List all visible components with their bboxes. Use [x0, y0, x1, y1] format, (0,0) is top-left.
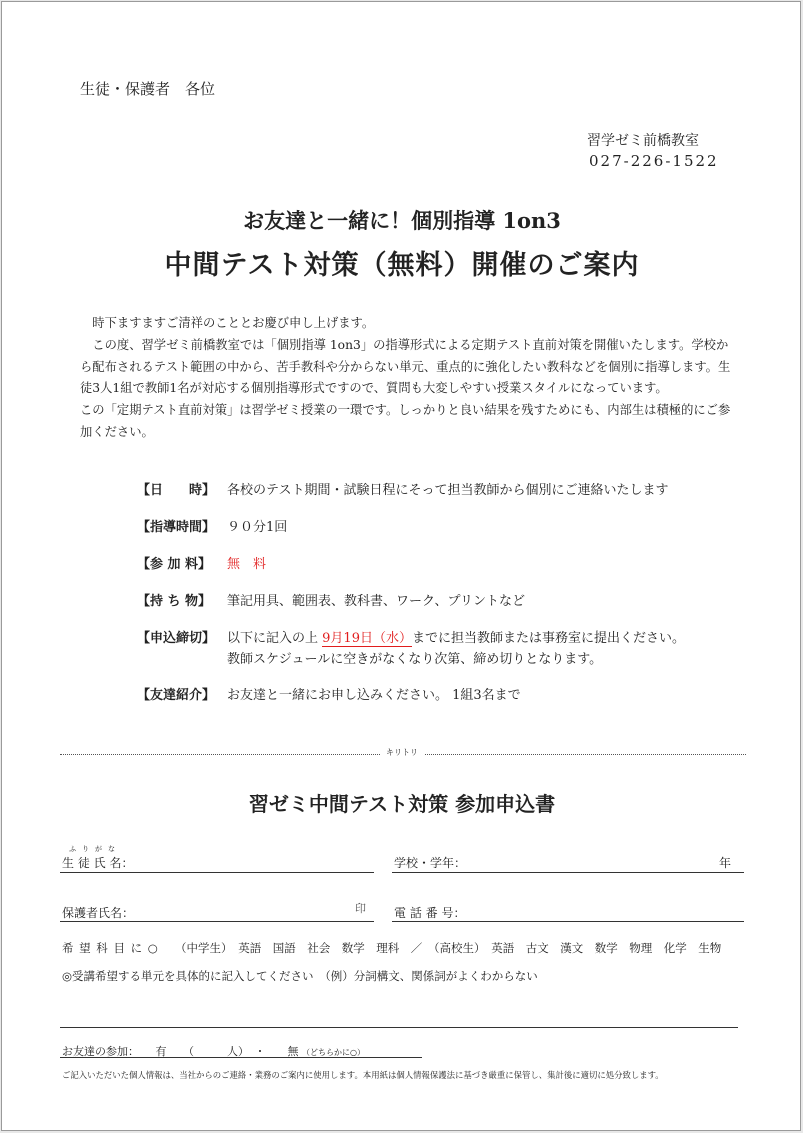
guardian-name-label: 保護者氏名：	[62, 906, 135, 920]
grade-suffix: 年	[719, 856, 732, 870]
title-line-2: 中間テスト対策（無料）開催のご案内	[164, 250, 640, 281]
document-page	[1, 1, 801, 1131]
title-line-1: お友達と一緒に！個別指導 1on3	[243, 208, 561, 233]
date-value: 各校のテスト期間・試験日程にそって担当教師から個別にご連絡いたします	[227, 483, 669, 498]
friend-value: お友達と一緒にお申し込みください。 1組3名まで	[227, 688, 521, 703]
duration-value: ９０分1回	[227, 520, 288, 535]
deadline-pre: 以下に記入の上	[227, 631, 319, 646]
deadline-label: 【申込締切】	[137, 631, 216, 646]
school-grade-field[interactable]	[392, 872, 744, 873]
body-text	[80, 313, 740, 444]
deadline-value	[227, 627, 685, 646]
phone-number-field[interactable]	[392, 921, 744, 922]
deadline-note: 教師スケジュールに空きがなくなり次第、締め切りとなります。	[227, 652, 603, 667]
stamp-mark: 印	[355, 902, 366, 915]
closing-paragraph: この「定期テスト直前対策」は習学ゼミ授業の一環です。しっかりと良い結果を残すためにも、内部生は積極的にご参加ください。	[80, 403, 731, 439]
fee-value: 無 料	[227, 557, 267, 572]
student-name-field[interactable]	[60, 872, 374, 873]
school-grade-label: 学校・学年：	[394, 856, 467, 870]
guardian-name-field[interactable]	[60, 921, 374, 922]
furigana-label: ふりがな	[69, 845, 121, 853]
greeting-paragraph: 時下ますますご清祥のこととお慶び申し上げます。	[92, 316, 375, 330]
addressee: 生徒・保護者 各位	[80, 80, 216, 98]
student-name-label: 生 徒 氏 名：	[62, 856, 134, 870]
request-field[interactable]	[60, 1027, 738, 1028]
subjects-line: 希 望 科 目 に ○ （中学生） 英語 国語 社会 数学 理科 ／ （高校生） 英語 古文 漢文 数学 物理 化学 生物	[62, 941, 722, 955]
school-phone: 027-226-1522	[589, 152, 719, 170]
date-label: 【日 時】	[137, 483, 216, 498]
friend-underline	[60, 1057, 422, 1058]
deadline-date: 9月19日（水）	[322, 631, 412, 646]
fee-label: 【参 加 料】	[137, 557, 212, 572]
friend-participation-note: （どちらかに○）	[302, 1048, 365, 1057]
form-title: 習ゼミ中間テスト対策 参加申込書	[248, 792, 556, 816]
duration-label: 【指導時間】	[137, 520, 216, 535]
phone-number-label: 電 話 番 号：	[394, 906, 466, 920]
school-name: 習学ゼミ前橋教室	[587, 133, 699, 149]
request-line: ◎受講希望する単元を具体的に記入してください （例）分詞構文、関係詞がよくわからない	[62, 969, 538, 983]
items-value: 筆記用具、範囲表、教科書、ワーク、プリントなど	[227, 594, 525, 609]
intro-paragraph: この度、習学ゼミ前橋教室では「個別指導 1on3」の指導形式による定期テスト直前対策を開催いたします。学校から配布されるテスト範囲の中から、苦手教科や分からない単元、重点的に強化したい教科などを個別に指導します。生徒3人1組で教師1名が対応する個別指導形式ですので、質問も大変しやすい授業スタイルになっています。	[80, 337, 731, 396]
deadline-post: までに担当教師または事務室に提出ください。	[411, 631, 685, 646]
cut-label: キリトリ	[2, 747, 802, 758]
friend-participation-text: お友達の参加： 有 （ 人） ・ 無	[62, 1045, 299, 1058]
friend-label: 【友達紹介】	[137, 688, 216, 703]
items-label: 【持 ち 物】	[137, 594, 212, 609]
privacy-note: ご記入いただいた個人情報は、当社からのご連絡・業務のご案内に使用します。本用紙は個人情報保護法に基づき厳重に保管し、集計後に適切に処分致します。	[62, 1070, 664, 1080]
